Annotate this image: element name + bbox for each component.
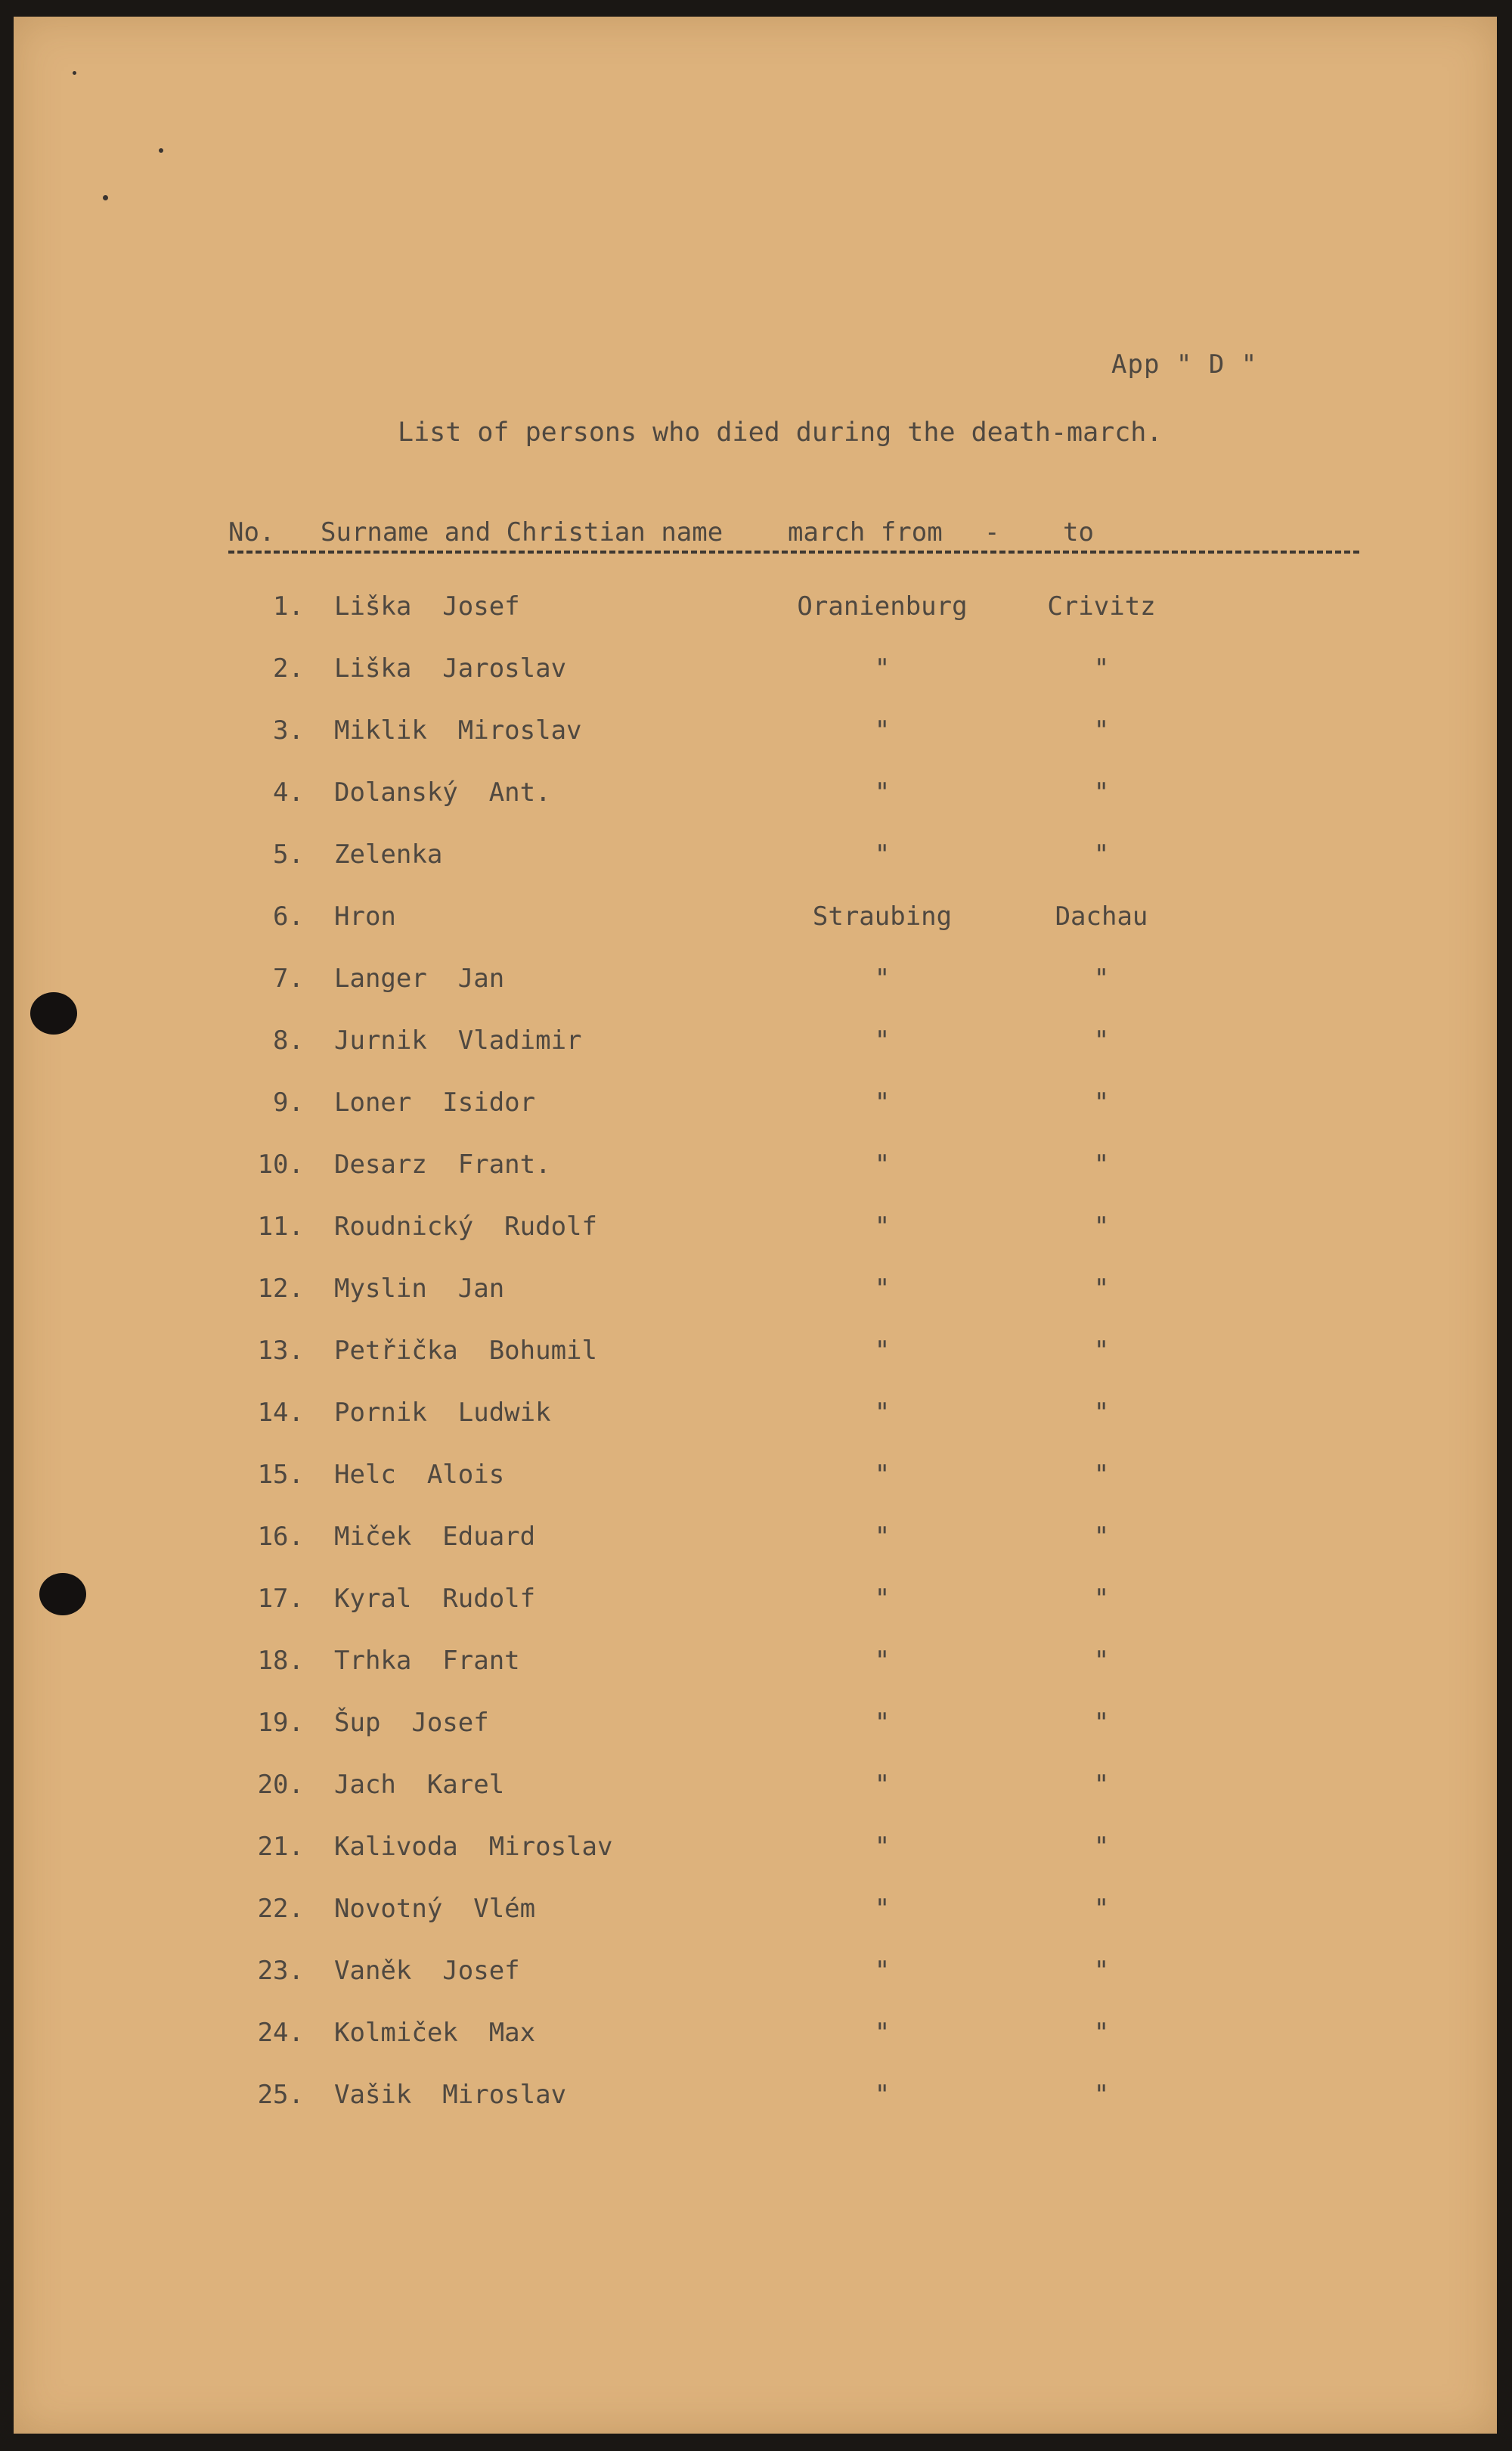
table-row: [228, 1770, 1362, 1832]
appendix-label: App " D ": [1111, 349, 1258, 380]
table-row: [228, 1398, 1362, 1460]
row-number: 17.: [257, 1584, 304, 1614]
row-march-to: Dachau: [1055, 901, 1148, 932]
row-march-from: Straubing: [812, 901, 953, 932]
row-march-to: Crivitz: [1047, 591, 1156, 622]
document-page: [14, 17, 1497, 2434]
row-march-to: ": [1093, 1460, 1110, 1490]
punch-hole: [39, 1573, 86, 1615]
row-name: Miklik Miroslav: [334, 715, 582, 746]
row-name: Liška Jaroslav: [334, 653, 567, 684]
row-name: Hron: [334, 901, 396, 932]
row-name: Helc Alois: [334, 1460, 505, 1490]
header-no: No.: [228, 517, 275, 548]
row-name: Kalivoda Miroslav: [334, 1832, 613, 1862]
row-name: Jach Karel: [334, 1770, 505, 1800]
row-name: Pornik Ludwik: [334, 1398, 551, 1428]
row-march-from: ": [874, 1956, 891, 1986]
row-number: 20.: [257, 1770, 304, 1800]
table-row: [228, 1087, 1362, 1149]
row-march-to: ": [1093, 1087, 1110, 1118]
row-march-from: ": [874, 1149, 891, 1180]
row-march-from: Oranienburg: [797, 591, 968, 622]
row-march-from: ": [874, 1274, 891, 1304]
row-march-from: ": [874, 1025, 891, 1056]
row-march-from: ": [874, 1770, 891, 1800]
row-name: Novotný Vlém: [334, 1894, 536, 1924]
row-name: Kyral Rudolf: [334, 1584, 536, 1614]
row-march-from: ": [874, 1460, 891, 1490]
row-name: Langer Jan: [334, 963, 505, 994]
header-march-from: march from: [788, 517, 943, 548]
row-march-to: ": [1093, 1770, 1110, 1800]
row-name: Desarz Frant.: [334, 1149, 551, 1180]
row-march-to: ": [1093, 1894, 1110, 1924]
table-row: [228, 1025, 1362, 1087]
row-march-to: ": [1093, 1149, 1110, 1180]
row-name: Jurnik Vladimir: [334, 1025, 582, 1056]
row-number: 11.: [257, 1212, 304, 1242]
row-number: 9.: [273, 1087, 304, 1118]
row-march-to: ": [1093, 653, 1110, 684]
punch-hole: [30, 992, 77, 1035]
row-number: 18.: [257, 1646, 304, 1676]
row-march-to: ": [1093, 715, 1110, 746]
table-row: [228, 1149, 1362, 1212]
row-number: 8.: [273, 1025, 304, 1056]
header-divider: [228, 551, 1359, 554]
row-number: 19.: [257, 1708, 304, 1738]
table-row: [228, 1274, 1362, 1336]
row-march-from: ": [874, 839, 891, 870]
row-name: Liška Josef: [334, 591, 520, 622]
row-march-to: ": [1093, 1646, 1110, 1676]
row-march-to: ": [1093, 1708, 1110, 1738]
row-name: Dolanský Ant.: [334, 777, 551, 808]
table-row: [228, 653, 1362, 715]
row-number: 1.: [273, 591, 304, 622]
row-march-from: ": [874, 1087, 891, 1118]
row-number: 14.: [257, 1398, 304, 1428]
row-march-from: ": [874, 715, 891, 746]
row-number: 24.: [257, 2018, 304, 2048]
row-name: Trhka Frant: [334, 1646, 520, 1676]
row-march-from: ": [874, 777, 891, 808]
row-number: 12.: [257, 1274, 304, 1304]
ink-speck: [73, 71, 76, 75]
table-row: [228, 2080, 1362, 2142]
row-march-from: ": [874, 1336, 891, 1366]
row-name: Petřička Bohumil: [334, 1336, 597, 1366]
row-number: 23.: [257, 1956, 304, 1986]
header-to: to: [1063, 517, 1094, 548]
row-march-from: ": [874, 2080, 891, 2110]
row-march-to: ": [1093, 1584, 1110, 1614]
table-row: [228, 1646, 1362, 1708]
ink-speck: [159, 148, 163, 153]
row-march-from: ": [874, 1832, 891, 1862]
document-title: List of persons who died during the death-march.: [398, 417, 1163, 448]
header-dash: -: [984, 517, 1000, 548]
row-march-from: ": [874, 1398, 891, 1428]
row-number: 10.: [257, 1149, 304, 1180]
header-name: Surname and Christian name: [321, 517, 723, 548]
table-row: [228, 839, 1362, 901]
row-march-to: ": [1093, 1956, 1110, 1986]
table-header: [228, 517, 1362, 555]
row-march-from: ": [874, 1708, 891, 1738]
row-march-to: ": [1093, 1398, 1110, 1428]
row-name: Miček Eduard: [334, 1522, 536, 1552]
row-name: Loner Isidor: [334, 1087, 536, 1118]
row-name: Kolmiček Max: [334, 2018, 536, 2048]
row-march-to: ": [1093, 777, 1110, 808]
row-number: 16.: [257, 1522, 304, 1552]
row-number: 21.: [257, 1832, 304, 1862]
row-march-to: ": [1093, 1212, 1110, 1242]
table-row: [228, 1956, 1362, 2018]
table-row: [228, 591, 1362, 653]
table-row: [228, 1212, 1362, 1274]
row-march-to: ": [1093, 963, 1110, 994]
row-march-from: ": [874, 1584, 891, 1614]
row-march-from: ": [874, 1212, 891, 1242]
table-row: [228, 777, 1362, 839]
row-number: 7.: [273, 963, 304, 994]
row-name: Roudnický Rudolf: [334, 1212, 597, 1242]
table-row: [228, 963, 1362, 1025]
row-march-to: ": [1093, 1832, 1110, 1862]
row-march-from: ": [874, 2018, 891, 2048]
row-number: 25.: [257, 2080, 304, 2110]
table-row: [228, 1584, 1362, 1646]
row-march-to: ": [1093, 1336, 1110, 1366]
row-march-from: ": [874, 1522, 891, 1552]
row-march-from: ": [874, 963, 891, 994]
table-row: [228, 2018, 1362, 2080]
row-march-from: ": [874, 653, 891, 684]
row-name: Vaněk Josef: [334, 1956, 520, 1986]
row-march-from: ": [874, 1894, 891, 1924]
row-march-to: ": [1093, 2018, 1110, 2048]
row-march-to: ": [1093, 839, 1110, 870]
row-number: 5.: [273, 839, 304, 870]
row-march-to: ": [1093, 2080, 1110, 2110]
table-row: [228, 1460, 1362, 1522]
row-march-to: ": [1093, 1025, 1110, 1056]
row-number: 2.: [273, 653, 304, 684]
table-row: [228, 1708, 1362, 1770]
row-march-from: ": [874, 1646, 891, 1676]
table-row: [228, 1522, 1362, 1584]
row-name: Vašik Miroslav: [334, 2080, 567, 2110]
row-number: 15.: [257, 1460, 304, 1490]
row-number: 4.: [273, 777, 304, 808]
row-number: 3.: [273, 715, 304, 746]
table-row: [228, 1336, 1362, 1398]
row-name: Šup Josef: [334, 1708, 489, 1738]
row-number: 22.: [257, 1894, 304, 1924]
ink-speck: [103, 195, 108, 200]
table-row: [228, 1894, 1362, 1956]
table-row: [228, 715, 1362, 777]
persons-list: [228, 591, 1362, 2142]
row-march-to: ": [1093, 1274, 1110, 1304]
row-name: Myslin Jan: [334, 1274, 505, 1304]
table-row: [228, 1832, 1362, 1894]
row-number: 13.: [257, 1336, 304, 1366]
row-number: 6.: [273, 901, 304, 932]
row-name: Zelenka: [334, 839, 443, 870]
table-row: [228, 901, 1362, 963]
row-march-to: ": [1093, 1522, 1110, 1552]
